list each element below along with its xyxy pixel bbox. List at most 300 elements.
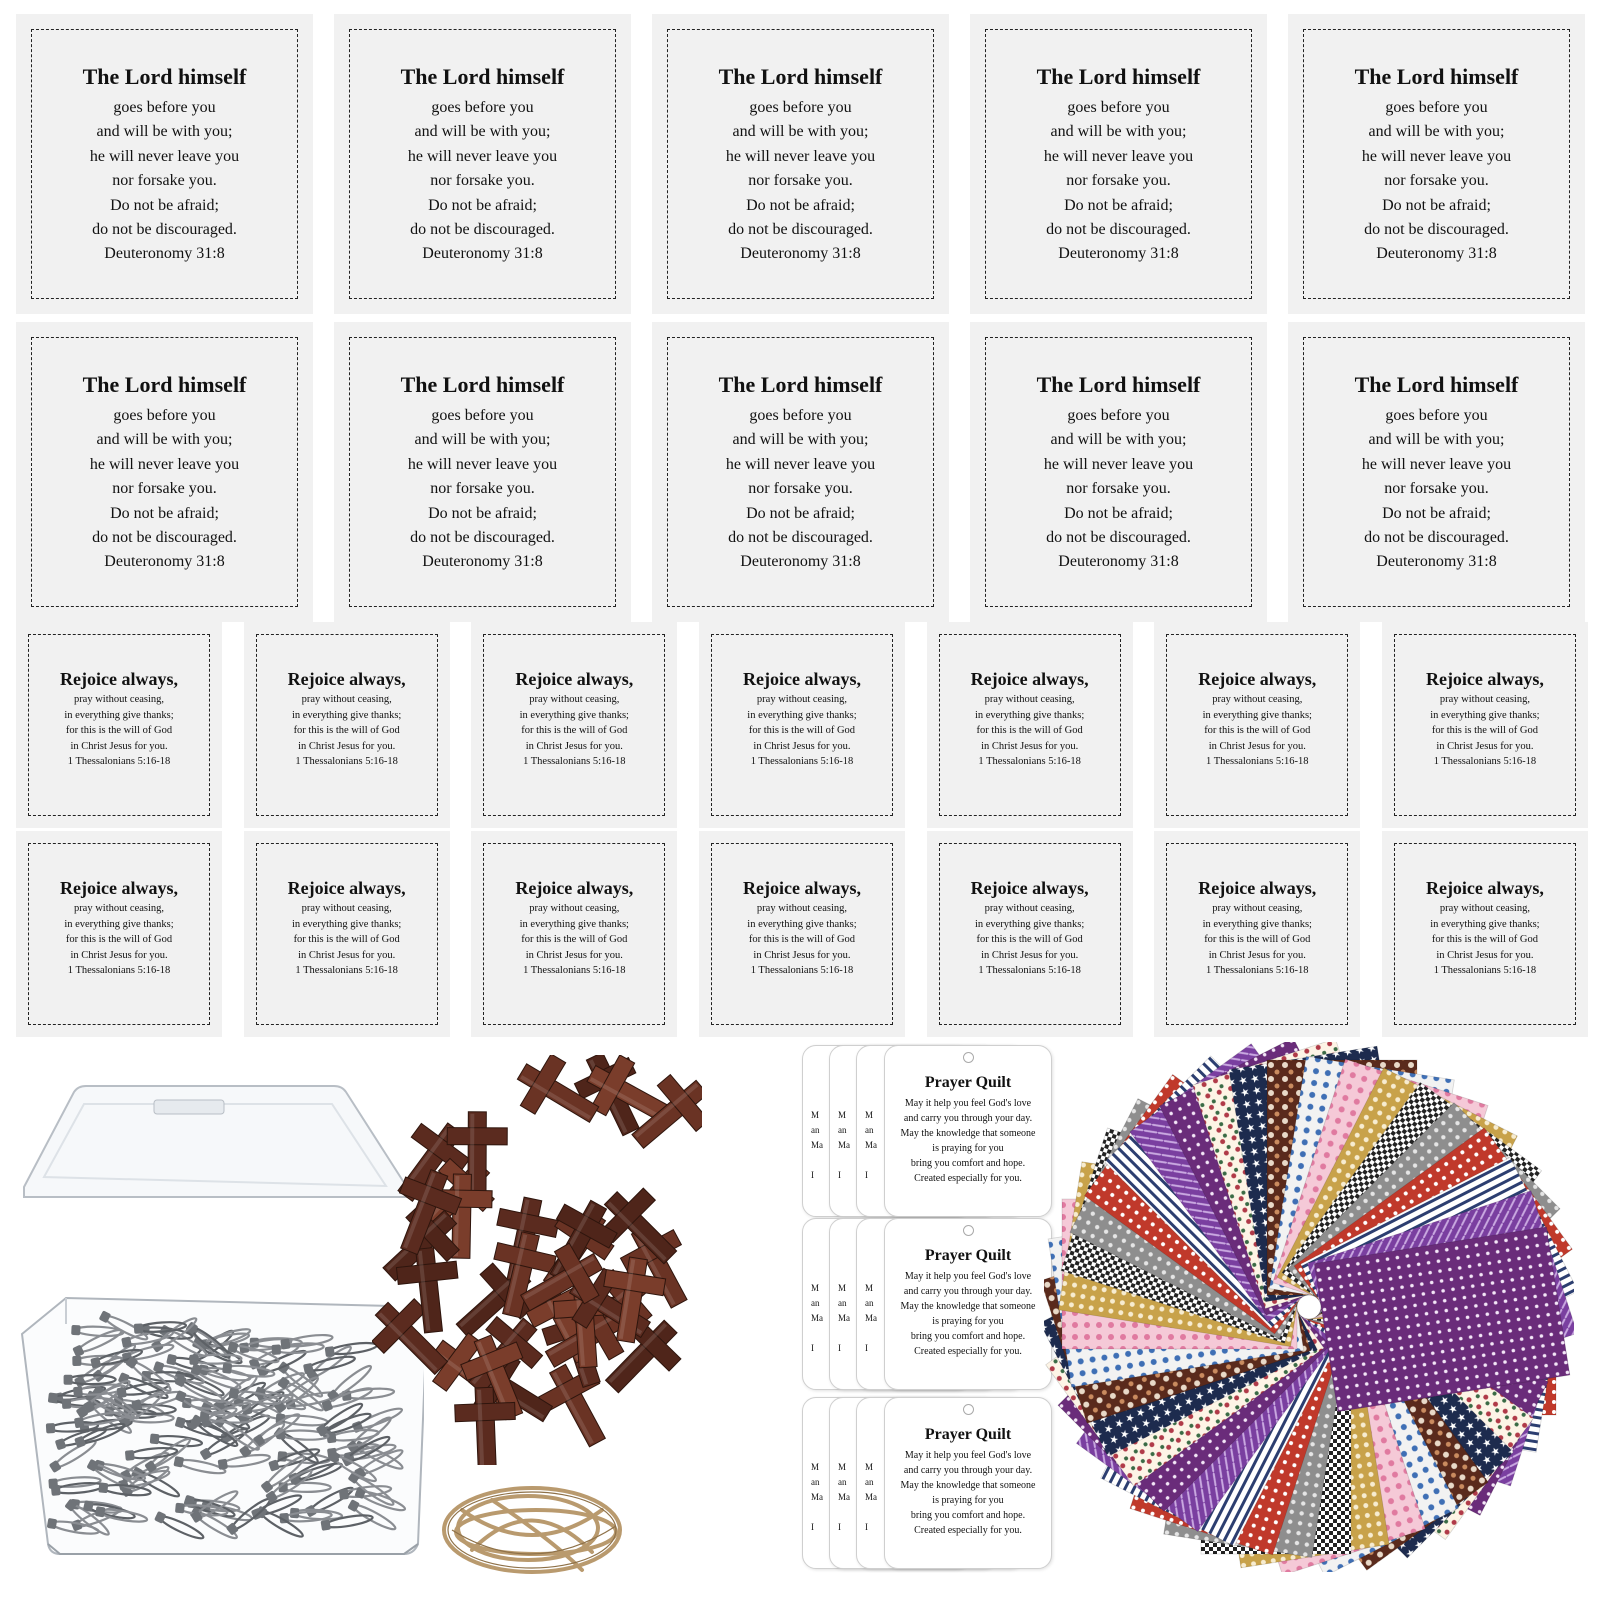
peek-line: an xyxy=(865,1125,874,1135)
label-line: Do not be afraid; xyxy=(428,504,537,522)
label-title: Rejoice always, xyxy=(970,878,1089,898)
label-line: for this is the will of God xyxy=(976,934,1083,945)
label-line: do not be discouraged. xyxy=(728,221,873,239)
label-line: nor forsake you. xyxy=(748,172,853,190)
prayer-tag-stack xyxy=(802,1218,1052,1390)
prayer-tag-line: May the knowledge that someone xyxy=(900,1128,1036,1139)
label-line: for this is the will of God xyxy=(1204,725,1311,736)
label-line: for this is the will of God xyxy=(521,725,628,736)
label-line: goes before you xyxy=(1385,407,1488,424)
peek-line: Ma xyxy=(838,1492,850,1502)
label-line: he will never leave you xyxy=(407,455,558,473)
label-line: in Christ Jesus for you. xyxy=(298,740,396,752)
label-line: pray without ceasing, xyxy=(73,903,165,914)
prayer-tag-title: Prayer Quilt xyxy=(924,1074,1012,1091)
peek-line: I xyxy=(838,1170,841,1180)
label-line: nor forsake you. xyxy=(748,480,853,498)
label-line: in everything give thanks; xyxy=(64,918,174,930)
prayer-tag-line: is praying for you xyxy=(932,1316,1004,1327)
lord-verse-label xyxy=(652,322,949,622)
label-line: 1 Thessalonians 5:16-18 xyxy=(1433,965,1537,976)
peek-line: M xyxy=(811,1110,820,1120)
label-line: pray without ceasing, xyxy=(1212,903,1303,914)
peek-line: I xyxy=(865,1170,868,1180)
lord-verse-label xyxy=(1288,322,1585,622)
label-line: in Christ Jesus for you. xyxy=(753,740,851,752)
label-line: 1 Thessalonians 5:16-18 xyxy=(295,965,398,976)
rejoice-verse-label xyxy=(244,831,450,1037)
fabric-squares xyxy=(1044,1042,1574,1572)
prayer-tag-line: and carry you through your day. xyxy=(903,1286,1033,1297)
label-line: Do not be afraid; xyxy=(746,504,855,522)
peek-line: M xyxy=(838,1462,847,1472)
peek-line: I xyxy=(811,1522,814,1532)
label-line: do not be discouraged. xyxy=(1046,529,1191,547)
label-line: Deuteronomy 31:8 xyxy=(1058,245,1179,263)
wooden-crosses xyxy=(372,1055,702,1465)
lord-verse-label xyxy=(970,322,1267,622)
peek-line: M xyxy=(811,1462,820,1472)
label-line: and will be with you; xyxy=(1050,123,1187,141)
label-line: he will never leave you xyxy=(1043,455,1194,473)
prayer-tag-line: May it help you feel God's love xyxy=(904,1450,1032,1461)
label-line: in Christ Jesus for you. xyxy=(753,949,851,961)
label-line: for this is the will of God xyxy=(748,934,856,945)
rejoice-verse-label xyxy=(699,622,905,828)
label-line: for this is the will of God xyxy=(1204,934,1311,945)
dashed-border xyxy=(1166,634,1348,816)
label-line: for this is the will of God xyxy=(65,934,173,945)
label-line: nor forsake you. xyxy=(1066,480,1171,498)
dashed-border xyxy=(483,634,665,816)
peek-line: M xyxy=(811,1283,820,1293)
label-line: Deuteronomy 31:8 xyxy=(1376,245,1497,263)
peek-line: I xyxy=(838,1522,841,1532)
dashed-border xyxy=(711,843,893,1025)
label-line: 1 Thessalonians 5:16-18 xyxy=(750,965,854,976)
plastic-box-icon xyxy=(14,1082,424,1562)
label-line: 1 Thessalonians 5:16-18 xyxy=(523,756,626,767)
prayer-tag-line: Created especially for you. xyxy=(914,1525,1022,1536)
label-line: 1 Thessalonians 5:16-18 xyxy=(67,965,171,976)
label-line: pray without ceasing, xyxy=(756,694,848,705)
peek-line xyxy=(865,1505,877,1520)
label-line: goes before you xyxy=(431,99,534,116)
label-title: Rejoice always, xyxy=(1198,669,1317,689)
label-line: pray without ceasing, xyxy=(301,903,392,914)
peek-line: I xyxy=(811,1170,814,1180)
dashed-border xyxy=(985,29,1252,299)
tag-peek-text xyxy=(811,1281,823,1356)
label-line: in Christ Jesus for you. xyxy=(70,740,168,752)
label-line: in Christ Jesus for you. xyxy=(70,949,168,961)
rejoice-verse-label xyxy=(699,831,905,1037)
label-line: nor forsake you. xyxy=(112,172,217,190)
peek-line: M xyxy=(838,1283,847,1293)
label-line: nor forsake you. xyxy=(430,172,535,190)
label-line: Deuteronomy 31:8 xyxy=(104,245,225,263)
label-line: Do not be afraid; xyxy=(1064,196,1173,214)
label-line: pray without ceasing, xyxy=(1439,903,1530,914)
tag-peek-text xyxy=(865,1108,877,1183)
dashed-border xyxy=(256,634,438,816)
label-title: The Lord himself xyxy=(1354,372,1519,397)
peek-line: an xyxy=(865,1298,874,1308)
prayer-tag xyxy=(884,1218,1052,1390)
label-line: 1 Thessalonians 5:16-18 xyxy=(67,756,171,767)
label-line: he will never leave you xyxy=(1361,455,1512,473)
rejoice-verse-label xyxy=(244,622,450,828)
tag-peek-text xyxy=(838,1281,850,1356)
label-line: Do not be afraid; xyxy=(110,196,219,214)
prayer-tag-line: May it help you feel God's love xyxy=(904,1098,1032,1109)
label-title: Rejoice always, xyxy=(742,669,861,689)
label-line: in Christ Jesus for you. xyxy=(1208,949,1306,961)
peek-line: M xyxy=(838,1110,847,1120)
label-line: pray without ceasing, xyxy=(529,903,620,914)
label-title: The Lord himself xyxy=(82,372,247,397)
label-line: Do not be afraid; xyxy=(110,504,219,522)
label-line: Deuteronomy 31:8 xyxy=(740,553,861,571)
lord-verse-label xyxy=(1288,14,1585,314)
rejoice-verse-label xyxy=(1154,622,1360,828)
prayer-tag-stack xyxy=(802,1045,1052,1217)
tag-peek-text xyxy=(838,1460,850,1535)
label-line: pray without ceasing, xyxy=(1439,694,1530,705)
tag-hole xyxy=(963,1052,974,1063)
label-line: in everything give thanks; xyxy=(291,709,402,721)
dashed-border xyxy=(31,337,298,607)
peek-line: an xyxy=(838,1298,847,1308)
label-line: pray without ceasing, xyxy=(1212,694,1303,705)
label-title: Rejoice always, xyxy=(60,669,178,689)
peek-line: an xyxy=(811,1298,820,1308)
label-line: in Christ Jesus for you. xyxy=(1208,740,1306,752)
dashed-border xyxy=(483,843,665,1025)
label-line: and will be with you; xyxy=(732,431,869,449)
label-line: in everything give thanks; xyxy=(974,709,1085,721)
label-line: pray without ceasing, xyxy=(984,903,1075,914)
label-title: Rejoice always, xyxy=(1425,878,1544,898)
lord-verse-label xyxy=(970,14,1267,314)
peek-line xyxy=(811,1505,823,1520)
label-title: The Lord himself xyxy=(1036,64,1201,89)
prayer-tag-title: Prayer Quilt xyxy=(924,1247,1012,1264)
label-line: he will never leave you xyxy=(725,147,876,165)
peek-line xyxy=(865,1326,877,1341)
label-line: he will never leave you xyxy=(407,147,558,165)
peek-line: I xyxy=(865,1522,868,1532)
label-line: Deuteronomy 31:8 xyxy=(422,553,543,571)
peek-line xyxy=(838,1326,850,1341)
label-line: Do not be afraid; xyxy=(428,196,537,214)
prayer-tag-line: is praying for you xyxy=(932,1495,1004,1506)
peek-line xyxy=(838,1153,850,1168)
prayer-tag-title: Prayer Quilt xyxy=(924,1426,1012,1443)
dashed-border xyxy=(31,29,298,299)
label-title: The Lord himself xyxy=(718,372,883,397)
label-line: goes before you xyxy=(431,407,534,424)
label-title: Rejoice always, xyxy=(287,669,406,689)
label-line: nor forsake you. xyxy=(1384,172,1489,190)
prayer-tag-line: bring you comfort and hope. xyxy=(910,1331,1026,1342)
label-line: Deuteronomy 31:8 xyxy=(740,245,861,263)
label-line: in everything give thanks; xyxy=(1430,709,1540,721)
lord-labels-grid xyxy=(16,14,1584,622)
label-title: Rejoice always, xyxy=(970,669,1089,689)
label-line: in everything give thanks; xyxy=(747,918,857,930)
label-line: for this is the will of God xyxy=(748,725,856,736)
label-line: nor forsake you. xyxy=(1384,480,1489,498)
label-line: he will never leave you xyxy=(725,455,876,473)
label-line: he will never leave you xyxy=(1043,147,1194,165)
peek-line: I xyxy=(811,1343,814,1353)
rejoice-verse-label xyxy=(471,831,677,1037)
rejoice-verse-label xyxy=(16,622,222,828)
label-line: do not be discouraged. xyxy=(1364,221,1509,239)
dashed-border xyxy=(711,634,893,816)
dashed-border xyxy=(349,337,616,607)
prayer-tag-line: May the knowledge that someone xyxy=(900,1301,1036,1312)
peek-line: Ma xyxy=(811,1313,823,1323)
dashed-border xyxy=(1303,337,1570,607)
peek-line: an xyxy=(865,1477,874,1487)
label-line: 1 Thessalonians 5:16-18 xyxy=(978,756,1081,767)
label-line: do not be discouraged. xyxy=(728,529,873,547)
label-line: goes before you xyxy=(749,407,852,424)
peek-line xyxy=(811,1153,823,1168)
label-title: The Lord himself xyxy=(1036,372,1201,397)
label-line: for this is the will of God xyxy=(521,934,628,945)
label-title: The Lord himself xyxy=(82,64,247,89)
peek-line: Ma xyxy=(838,1313,850,1323)
peek-line: Ma xyxy=(838,1140,850,1150)
prayer-tag-line: Created especially for you. xyxy=(914,1346,1022,1357)
label-line: goes before you xyxy=(113,99,216,116)
prayer-tag xyxy=(884,1045,1052,1217)
label-line: he will never leave you xyxy=(1361,147,1512,165)
prayer-tag-line: bring you comfort and hope. xyxy=(910,1510,1026,1521)
label-line: nor forsake you. xyxy=(1066,172,1171,190)
prayer-tag-line: May it help you feel God's love xyxy=(904,1271,1032,1282)
peek-line: Ma xyxy=(865,1492,877,1502)
peek-line: I xyxy=(865,1343,868,1353)
peek-line xyxy=(865,1153,877,1168)
dashed-border xyxy=(1166,843,1348,1025)
peek-line: Ma xyxy=(811,1140,823,1150)
label-line: in everything give thanks; xyxy=(64,709,174,721)
label-line: Do not be afraid; xyxy=(1064,504,1173,522)
label-title: The Lord himself xyxy=(718,64,883,89)
label-line: do not be discouraged. xyxy=(92,529,237,547)
rejoice-verse-label xyxy=(1382,622,1588,828)
label-title: The Lord himself xyxy=(400,372,565,397)
label-title: Rejoice always, xyxy=(742,878,861,898)
dashed-border xyxy=(1394,634,1576,816)
peek-line: an xyxy=(811,1125,820,1135)
label-line: 1 Thessalonians 5:16-18 xyxy=(750,756,854,767)
label-title: Rejoice always, xyxy=(287,878,406,898)
rejoice-verse-label xyxy=(927,622,1133,828)
prayer-tag-line: is praying for you xyxy=(932,1143,1004,1154)
label-line: for this is the will of God xyxy=(976,725,1083,736)
dashed-border xyxy=(1303,29,1570,299)
label-line: in Christ Jesus for you. xyxy=(981,949,1079,961)
label-line: do not be discouraged. xyxy=(92,221,237,239)
dashed-border xyxy=(28,634,210,816)
label-line: in everything give thanks; xyxy=(1202,709,1312,721)
label-line: in Christ Jesus for you. xyxy=(525,949,623,961)
label-line: in Christ Jesus for you. xyxy=(1436,949,1534,961)
prayer-tag-line: bring you comfort and hope. xyxy=(910,1158,1026,1169)
label-line: do not be discouraged. xyxy=(1046,221,1191,239)
label-line: Deuteronomy 31:8 xyxy=(422,245,543,263)
label-line: in Christ Jesus for you. xyxy=(981,740,1079,752)
label-line: do not be discouraged. xyxy=(410,221,555,239)
peek-line: M xyxy=(865,1283,874,1293)
tag-peek-text xyxy=(811,1460,823,1535)
label-line: goes before you xyxy=(113,407,216,424)
prayer-tag-line: Created especially for you. xyxy=(914,1173,1022,1184)
label-title: Rejoice always, xyxy=(515,878,634,898)
label-line: for this is the will of God xyxy=(65,725,173,736)
label-line: goes before you xyxy=(1067,99,1170,116)
label-line: in everything give thanks; xyxy=(1202,918,1312,930)
label-line: in everything give thanks; xyxy=(747,709,857,721)
rejoice-verse-label xyxy=(1382,831,1588,1037)
label-line: 1 Thessalonians 5:16-18 xyxy=(1206,965,1309,976)
label-line: do not be discouraged. xyxy=(1364,529,1509,547)
peek-line: Ma xyxy=(865,1313,877,1323)
label-line: in everything give thanks; xyxy=(519,918,629,930)
label-line: he will never leave you xyxy=(89,147,240,165)
label-line: and will be with you; xyxy=(96,431,233,449)
label-line: pray without ceasing, xyxy=(73,694,165,705)
prayer-tag-line: May the knowledge that someone xyxy=(900,1480,1036,1491)
label-line: for this is the will of God xyxy=(1431,934,1539,945)
dashed-border xyxy=(667,29,934,299)
peek-line: M xyxy=(865,1462,874,1472)
label-line: in everything give thanks; xyxy=(1430,918,1540,930)
tag-hole xyxy=(963,1404,974,1415)
peek-line xyxy=(838,1505,850,1520)
label-line: in Christ Jesus for you. xyxy=(525,740,623,752)
label-line: goes before you xyxy=(1385,99,1488,116)
label-line: in everything give thanks; xyxy=(519,709,629,721)
tag-peek-text xyxy=(865,1460,877,1535)
label-line: 1 Thessalonians 5:16-18 xyxy=(978,965,1081,976)
label-line: in everything give thanks; xyxy=(291,918,402,930)
label-line: pray without ceasing, xyxy=(529,694,620,705)
lord-verse-label xyxy=(652,14,949,314)
dashed-border xyxy=(667,337,934,607)
prayer-tag-stack xyxy=(802,1397,1052,1569)
tag-peek-text xyxy=(811,1108,823,1183)
rejoice-labels-grid xyxy=(16,622,1584,1037)
prayer-tag xyxy=(884,1397,1052,1569)
lord-verse-label xyxy=(334,322,631,622)
dashed-border xyxy=(28,843,210,1025)
label-line: Do not be afraid; xyxy=(1382,504,1491,522)
label-line: and will be with you; xyxy=(1368,123,1505,141)
label-title: The Lord himself xyxy=(400,64,565,89)
label-title: Rejoice always, xyxy=(1198,878,1317,898)
rejoice-verse-label xyxy=(471,622,677,828)
peek-line: M xyxy=(865,1110,874,1120)
tag-hole xyxy=(963,1225,974,1236)
label-line: he will never leave you xyxy=(89,455,240,473)
peek-line: an xyxy=(811,1477,820,1487)
rejoice-verse-label xyxy=(16,831,222,1037)
lord-verse-label xyxy=(334,14,631,314)
label-title: The Lord himself xyxy=(1354,64,1519,89)
label-line: 1 Thessalonians 5:16-18 xyxy=(1206,756,1309,767)
label-line: in Christ Jesus for you. xyxy=(298,949,396,961)
dashed-border xyxy=(349,29,616,299)
peek-line: Ma xyxy=(811,1492,823,1502)
label-line: Deuteronomy 31:8 xyxy=(104,553,225,571)
label-line: for this is the will of God xyxy=(293,725,400,736)
rejoice-verse-label xyxy=(927,831,1133,1037)
label-line: Deuteronomy 31:8 xyxy=(1376,553,1497,571)
label-line: goes before you xyxy=(1067,407,1170,424)
dashed-border xyxy=(256,843,438,1025)
label-title: Rejoice always, xyxy=(60,878,178,898)
label-line: and will be with you; xyxy=(1050,431,1187,449)
tag-peek-text xyxy=(865,1281,877,1356)
label-line: Do not be afraid; xyxy=(746,196,855,214)
dashed-border xyxy=(939,843,1121,1025)
label-line: and will be with you; xyxy=(414,431,551,449)
label-title: Rejoice always, xyxy=(515,669,634,689)
label-line: Do not be afraid; xyxy=(1382,196,1491,214)
jute-twine-icon xyxy=(432,1470,632,1590)
label-line: in everything give thanks; xyxy=(974,918,1085,930)
peek-line: I xyxy=(838,1343,841,1353)
dashed-border xyxy=(1394,843,1576,1025)
label-line: goes before you xyxy=(749,99,852,116)
tag-peek-text xyxy=(838,1108,850,1183)
peek-line: Ma xyxy=(865,1140,877,1150)
peek-line xyxy=(811,1326,823,1341)
label-line: do not be discouraged. xyxy=(410,529,555,547)
label-line: and will be with you; xyxy=(1368,431,1505,449)
lord-verse-label xyxy=(16,322,313,622)
prayer-tag-line: and carry you through your day. xyxy=(903,1113,1033,1124)
label-line: 1 Thessalonians 5:16-18 xyxy=(1433,756,1537,767)
label-line: in Christ Jesus for you. xyxy=(1436,740,1534,752)
label-line: pray without ceasing, xyxy=(984,694,1075,705)
label-line: for this is the will of God xyxy=(293,934,400,945)
label-line: pray without ceasing, xyxy=(301,694,392,705)
label-line: 1 Thessalonians 5:16-18 xyxy=(295,756,398,767)
label-line: and will be with you; xyxy=(732,123,869,141)
label-line: nor forsake you. xyxy=(112,480,217,498)
label-line: for this is the will of God xyxy=(1431,725,1539,736)
rejoice-verse-label xyxy=(1154,831,1360,1037)
prayer-tag-line: and carry you through your day. xyxy=(903,1465,1033,1476)
peek-line: an xyxy=(838,1125,847,1135)
label-line: 1 Thessalonians 5:16-18 xyxy=(523,965,626,976)
label-line: and will be with you; xyxy=(414,123,551,141)
label-line: pray without ceasing, xyxy=(756,903,848,914)
dashed-border xyxy=(985,337,1252,607)
label-title: Rejoice always, xyxy=(1425,669,1544,689)
lord-verse-label xyxy=(16,14,313,314)
peek-line: an xyxy=(838,1477,847,1487)
label-line: Deuteronomy 31:8 xyxy=(1058,553,1179,571)
label-line: nor forsake you. xyxy=(430,480,535,498)
